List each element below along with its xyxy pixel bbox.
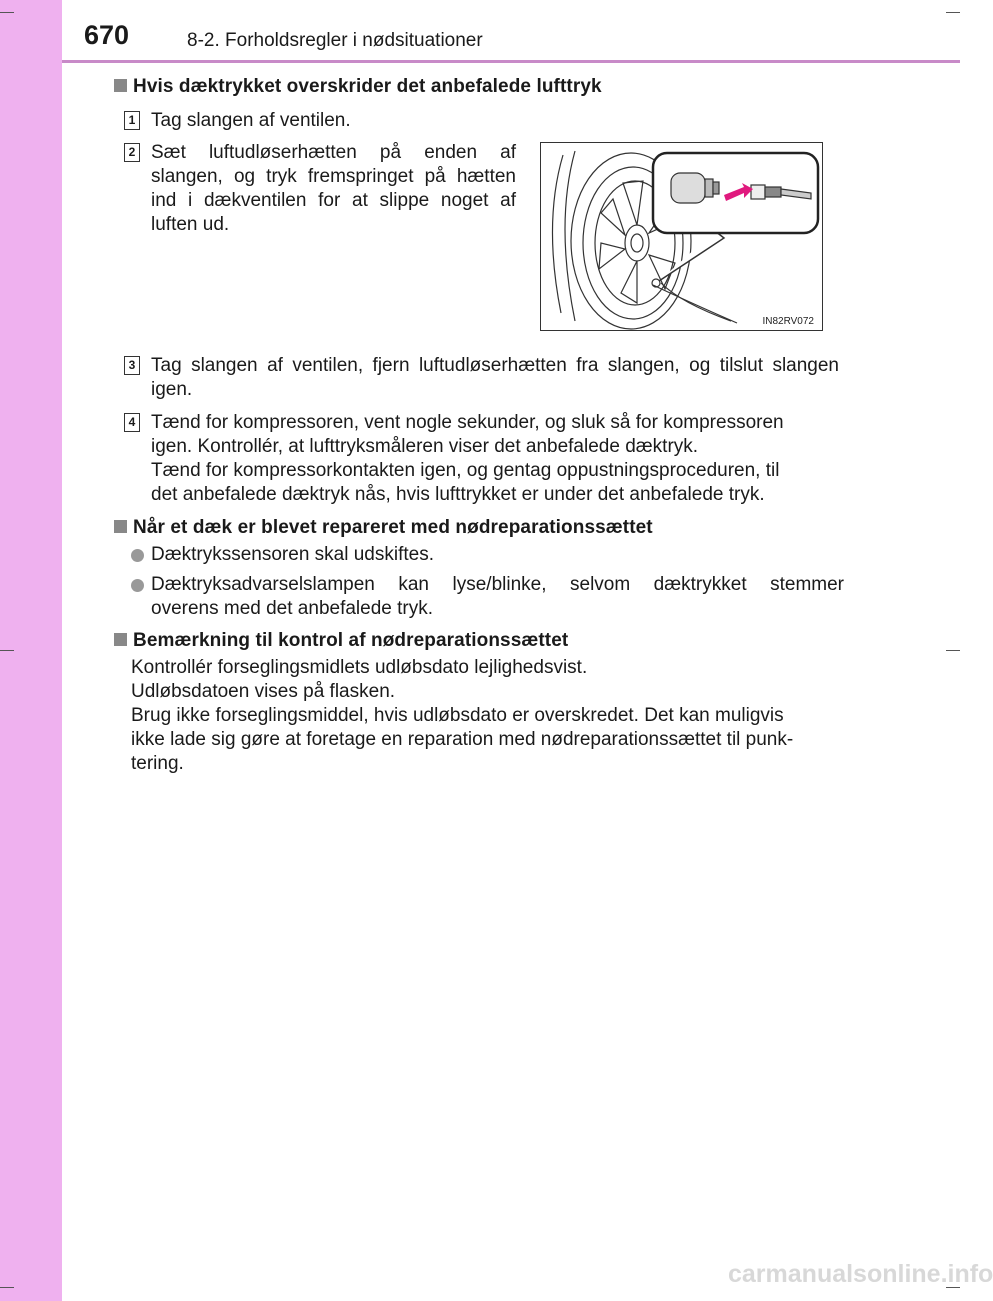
bullet-line: Dæktryksadvarselslampen kan lyse/blinke, selvom dæktrykket stemmer — [151, 574, 844, 595]
crop-mark — [946, 650, 960, 651]
bullet-line: overens med det anbefalede tryk. — [151, 598, 434, 619]
step-2-text — [151, 141, 516, 237]
step-line: igen. — [151, 379, 193, 400]
paragraph-line: Kontrollér forseglingsmidlets udløbsdato lejlighedsvist. — [131, 657, 588, 678]
bullet-item — [151, 543, 434, 567]
step-number-1: 1 — [124, 111, 140, 130]
square-marker-icon — [114, 633, 127, 646]
bullet-dot-icon — [131, 549, 144, 562]
step-number-3: 3 — [124, 356, 140, 375]
heading-repaired-tire — [114, 516, 653, 540]
crop-mark — [946, 12, 960, 13]
step-line: slangen, og tryk fremspringet på hætten — [151, 166, 516, 187]
step-line: Tænd for kompressorkontakten igen, og gentag oppustningsproceduren, til — [151, 460, 780, 481]
step-line: Tag slangen af ventilen, fjern luftudløserhætten fra slangen, og tilslut slangen — [151, 355, 839, 376]
bullet-item — [151, 573, 844, 621]
square-marker-icon — [114, 520, 127, 533]
step-1-text — [151, 109, 351, 133]
step-3-text — [151, 354, 839, 402]
step-line: luften ud. — [151, 214, 230, 235]
step-line: det anbefalede dæktryk nås, hvis lufttrykket er under det anbefalede tryk. — [151, 484, 765, 505]
heading-text: Bemærkning til kontrol af nødreparationssættet — [133, 630, 569, 651]
paragraph-line: Udløbsdatoen vises på flasken. — [131, 681, 396, 702]
step-4-text — [151, 411, 839, 507]
square-marker-icon — [114, 79, 127, 92]
step-number-2: 2 — [124, 143, 140, 162]
paragraph-line: Brug ikke forseglingsmiddel, hvis udløbsdato er overskredet. Det kan muligvis — [131, 705, 784, 726]
figure-id: IN82RV072 — [762, 316, 814, 327]
crop-mark — [0, 1287, 14, 1288]
watermark: carmanualsonline.info — [728, 1260, 993, 1288]
bullet-dot-icon — [131, 579, 144, 592]
tire-valve-illustration — [540, 142, 823, 331]
tire-valve-drawing — [541, 143, 822, 330]
section-title: 8-2. Forholdsregler i nødsituationer — [187, 30, 483, 51]
bullet-line: Dæktrykssensoren skal udskiftes. — [151, 544, 434, 565]
paragraph-line: tering. — [131, 753, 184, 774]
crop-mark — [0, 12, 14, 13]
step-line: Tag slangen af ventilen. — [151, 110, 351, 131]
heading-overpressure — [114, 75, 602, 99]
step-number-4: 4 — [124, 413, 140, 432]
paragraph-line: ikke lade sig gøre at foretage en reparation med nødreparationssættet til punk- — [131, 729, 794, 750]
heading-text: Hvis dæktrykket overskrider det anbefalede lufttryk — [133, 76, 602, 97]
heading-text: Når et dæk er blevet repareret med nødreparationssættet — [133, 517, 653, 538]
crop-mark — [0, 650, 14, 651]
heading-kit-check — [114, 629, 568, 653]
header-rule — [62, 60, 960, 63]
page-number: 670 — [84, 20, 130, 50]
step-line: igen. Kontrollér, at lufttryksmåleren viser det anbefalede dæktryk. — [151, 436, 699, 457]
step-line: Tænd for kompressoren, vent nogle sekunder, og sluk så for kompressoren — [151, 412, 784, 433]
kit-check-paragraph — [131, 656, 844, 776]
step-line: Sæt luftudløserhætten på enden af — [151, 142, 516, 163]
step-line: ind i dækventilen for at slippe noget af — [151, 190, 516, 211]
